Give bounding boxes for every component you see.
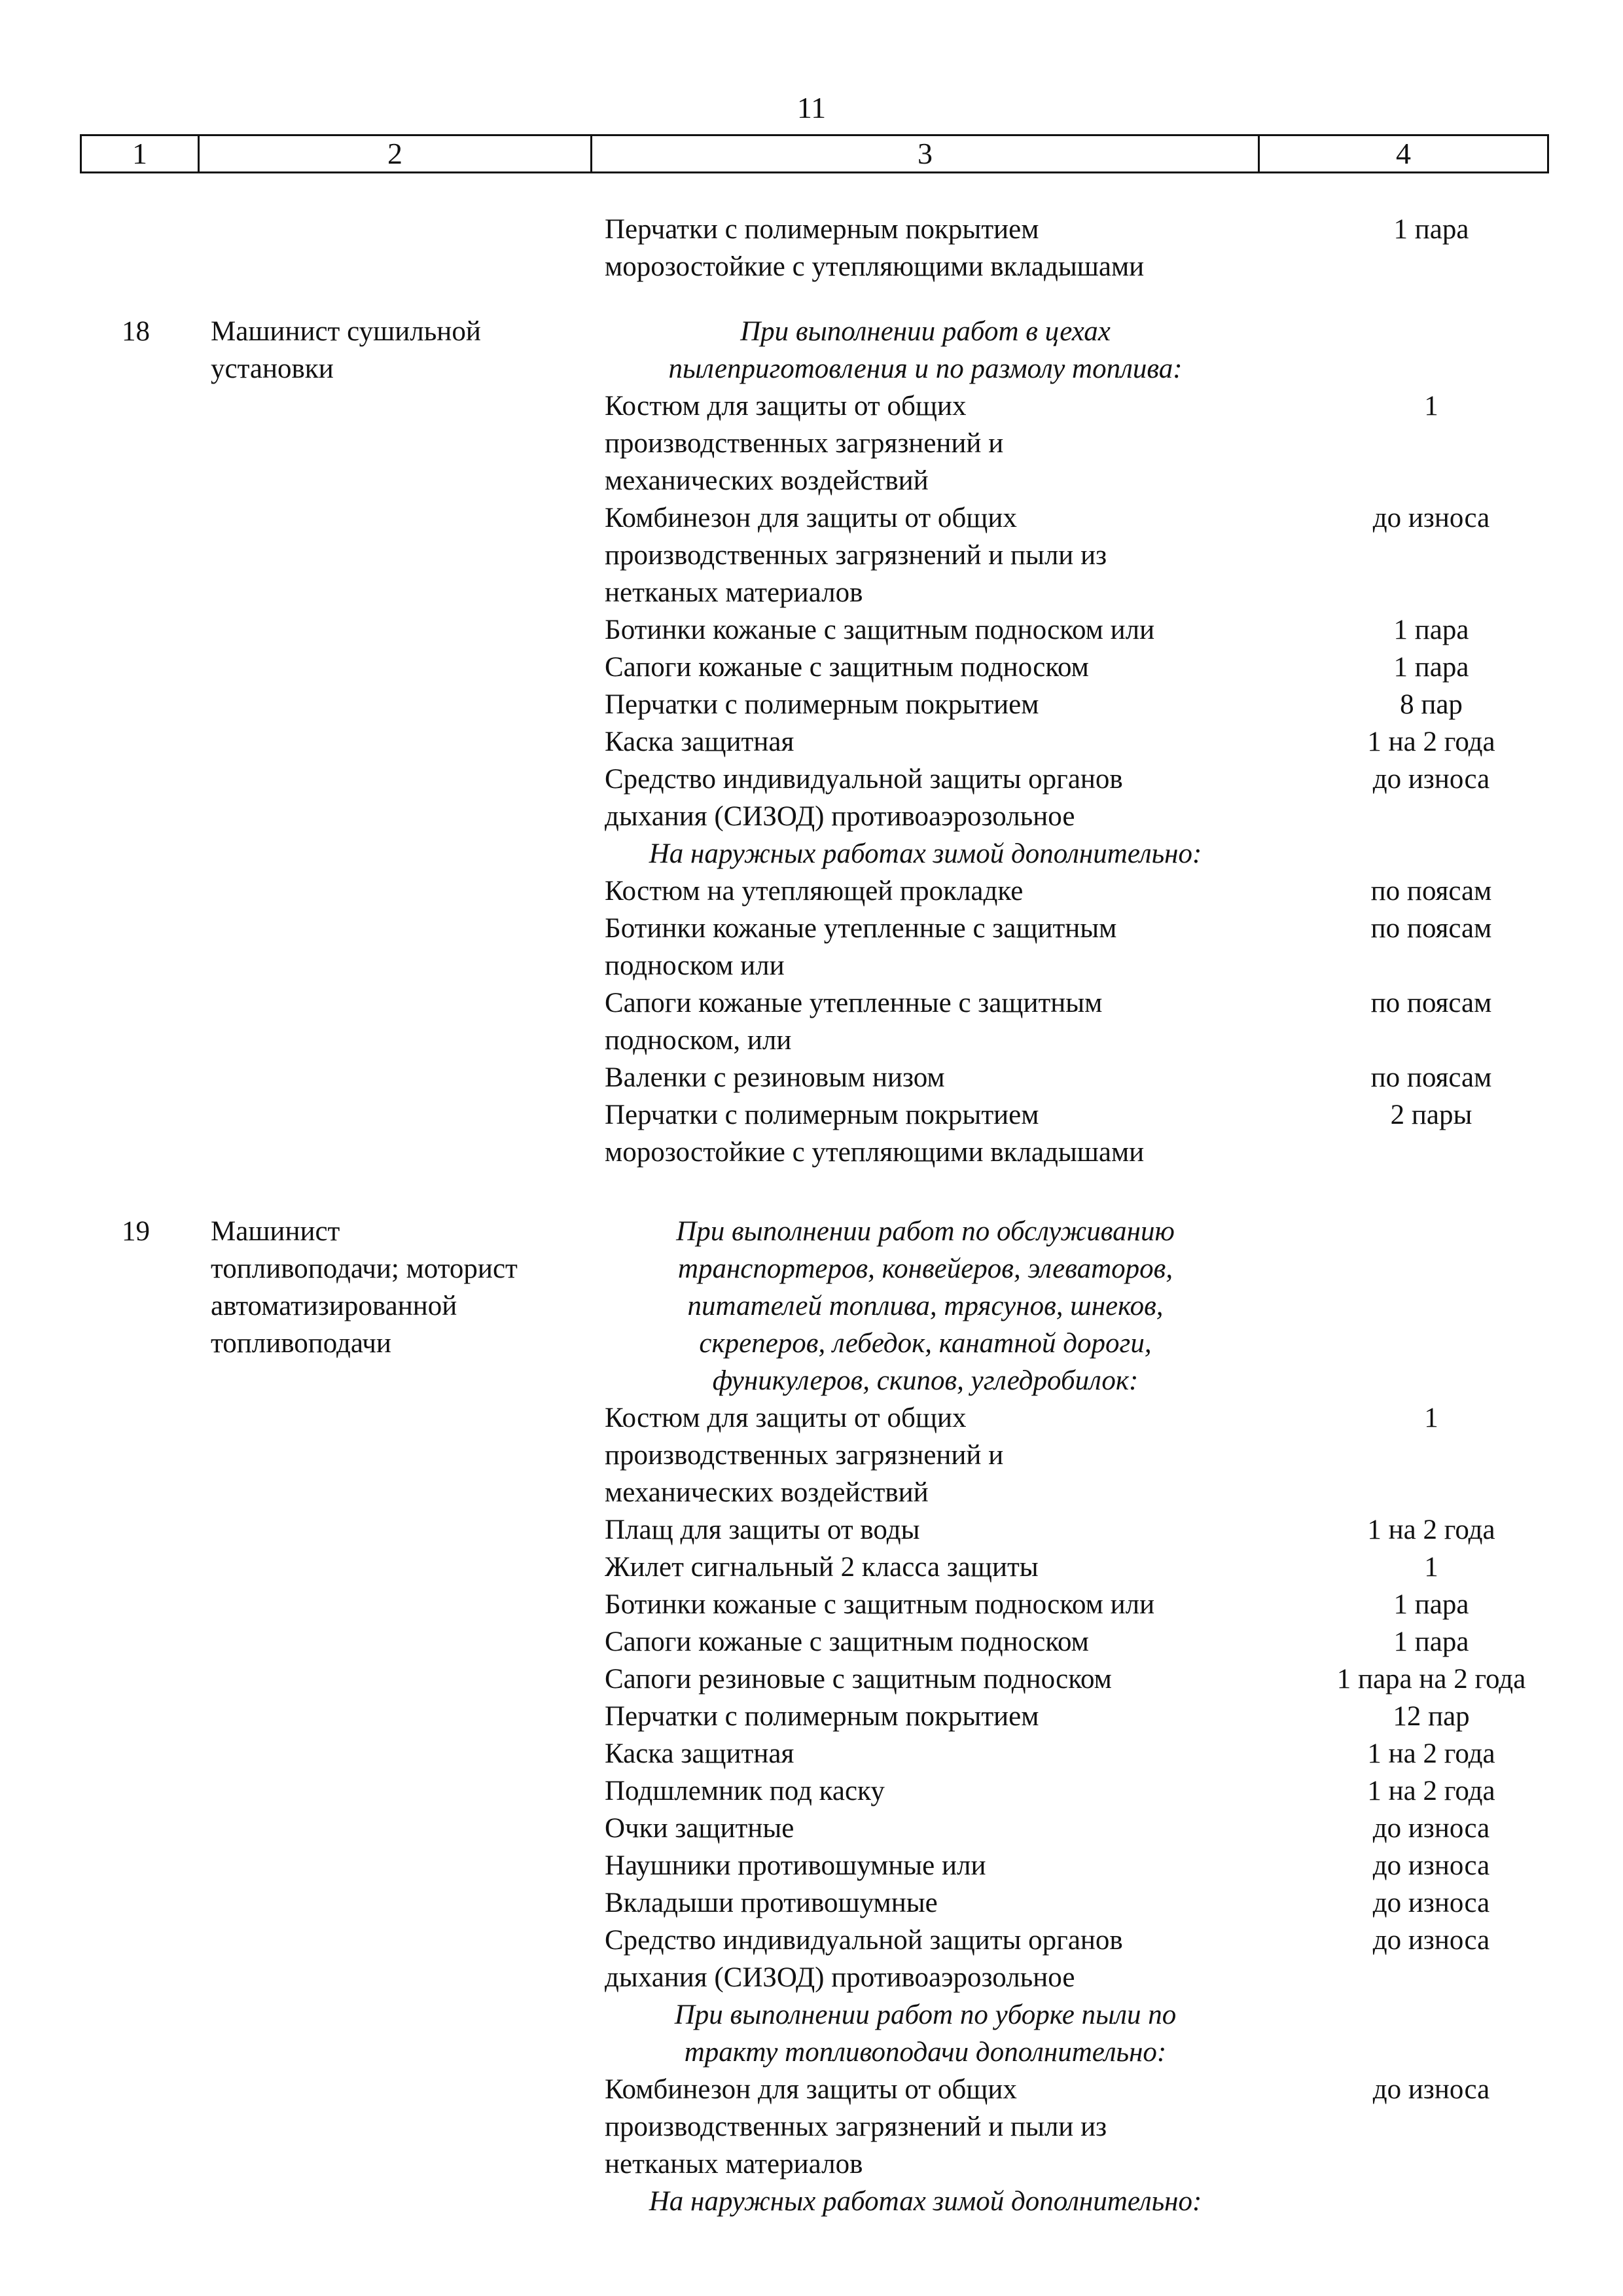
list-item (605, 1623, 1469, 1660)
row-number: 18 (122, 316, 150, 347)
list-item (605, 1772, 1495, 1810)
item-norm: до износа (1372, 1888, 1490, 1918)
item-norm: 1 на 2 года (1367, 726, 1495, 757)
list-item (605, 723, 1495, 761)
item-name: Средство индивидуальной защиты органов дыхания (СИЗОД) противоаэрозольное (605, 1925, 1123, 1993)
list-item (605, 211, 1469, 285)
continuation-items (605, 211, 1469, 285)
item-name: Каска защитная (605, 726, 794, 757)
table-header-row (80, 134, 1549, 173)
item-name: Каска защитная (605, 1738, 794, 1769)
item-name: Ботинки кожаные с защитным подноском или (605, 1589, 1155, 1620)
list-item (605, 1399, 1438, 1511)
list-item (605, 1549, 1438, 1586)
item-norm: 1 (1424, 1403, 1438, 1433)
list-item (605, 1698, 1470, 1735)
item-name: Перчатки с полимерным покрытием морозостойкие с утепляющими вкладышами (605, 1100, 1145, 1168)
list-item (605, 686, 1463, 723)
item-norm: 1 пара (1393, 1589, 1469, 1620)
item-norm: по поясам (1370, 988, 1492, 1018)
item-norm: 8 пар (1400, 689, 1463, 720)
list-item (605, 1511, 1495, 1549)
item-name: Вкладыши противошумные (605, 1888, 938, 1918)
item-name: Перчатки с полимерным покрытием (605, 1701, 1039, 1732)
list-item (605, 1922, 1490, 1996)
item-norm: до износа (1372, 503, 1490, 533)
list-item (605, 649, 1469, 686)
item-norm: до износа (1372, 1813, 1490, 1844)
item-name: Перчатки с полимерным покрытием морозостойкие с утепляющими вкладышами (605, 214, 1145, 282)
item-norm: по поясам (1370, 1062, 1492, 1093)
item-name: Сапоги резиновые с защитным подноском (605, 1664, 1112, 1695)
item-name: Комбинезон для защиты от общих производственных загрязнений и пыли из нетканых материалов (605, 2074, 1107, 2179)
profession-name: Машинист топливоподачи; моторист автоматизированной топливоподачи (211, 1216, 518, 1359)
column-header-3: 3 (592, 136, 1260, 171)
page-number: 11 (796, 91, 827, 124)
profession-name: Машинист сушильной установки (211, 316, 481, 384)
item-norm: по поясам (1370, 876, 1492, 906)
list-item (605, 1810, 1490, 1847)
item-norm: 1 пара (1393, 214, 1469, 245)
list-item (605, 872, 1492, 910)
column-header-2: 2 (200, 136, 592, 171)
item-norm: до износа (1372, 764, 1490, 795)
section-subtitle: При выполнении работ по уборке пыли по тракту топливоподачи дополнительно: (674, 2000, 1177, 2068)
item-name: Костюм для защиты от общих производственных загрязнений и механических воздействий (605, 391, 1004, 496)
item-name: Подшлемник под каску (605, 1776, 885, 1806)
ppe-list (605, 313, 1495, 1171)
item-name: Комбинезон для защиты от общих производственных загрязнений и пыли из нетканых материалов (605, 503, 1107, 608)
item-norm: до износа (1372, 1850, 1490, 1881)
item-name: Плащ для защиты от воды (605, 1515, 920, 1545)
list-item (605, 499, 1490, 611)
item-norm: 1 на 2 года (1367, 1738, 1495, 1769)
list-item (605, 2071, 1490, 2183)
ppe-list (605, 1213, 1526, 2220)
item-name: Средство индивидуальной защиты органов дыхания (СИЗОД) противоаэрозольное (605, 764, 1123, 832)
item-norm: до износа (1372, 2074, 1490, 2105)
column-header-1: 1 (82, 136, 200, 171)
section-subtitle: На наружных работах зимой дополнительно: (649, 2186, 1202, 2217)
item-name: Ботинки кожаные с защитным подноском или (605, 615, 1155, 645)
list-item (605, 1059, 1492, 1096)
item-norm: 1 пара (1393, 615, 1469, 645)
list-item (605, 387, 1438, 499)
list-item (605, 1735, 1495, 1772)
item-name: Костюм для защиты от общих производственных загрязнений и механических воздействий (605, 1403, 1004, 1508)
item-norm: 1 пара на 2 года (1336, 1664, 1526, 1695)
list-item (605, 1847, 1490, 1884)
section-subtitle: При выполнении работ по обслуживанию транспортеров, конвейеров, элеваторов, питателей топлива, трясунов, шнеков, скреперов, лебедок, канатной дороги, фуникулеров, скипов, угледробилок: (676, 1216, 1175, 1396)
item-norm: 1 пара (1393, 1626, 1469, 1657)
item-name: Сапоги кожаные утепленные с защитным подноском, или (605, 988, 1103, 1056)
item-name: Наушники противошумные или (605, 1850, 986, 1881)
list-item (605, 1884, 1490, 1922)
item-norm: 1 (1424, 391, 1438, 422)
item-norm: 1 на 2 года (1367, 1776, 1495, 1806)
item-norm: 12 пар (1393, 1701, 1470, 1732)
column-header-4: 4 (1396, 137, 1411, 170)
item-norm: 1 на 2 года (1367, 1515, 1495, 1545)
item-name: Жилет сигнальный 2 класса защиты (605, 1552, 1039, 1583)
item-norm: по поясам (1370, 913, 1492, 944)
list-item (605, 984, 1492, 1059)
item-name: Сапоги кожаные с защитным подноском (605, 652, 1089, 683)
item-name: Очки защитные (605, 1813, 794, 1844)
item-norm: 1 (1424, 1552, 1438, 1583)
list-item (605, 1660, 1526, 1698)
item-norm: 2 пары (1390, 1100, 1472, 1130)
item-name: Валенки с резиновым низом (605, 1062, 945, 1093)
item-norm: до износа (1372, 1925, 1490, 1956)
list-item (605, 1096, 1472, 1171)
list-item (605, 910, 1492, 984)
list-item (605, 761, 1490, 835)
list-item (605, 1586, 1469, 1623)
section-subtitle: На наружных работах зимой дополнительно: (649, 838, 1202, 869)
item-name: Костюм на утепляющей прокладке (605, 876, 1024, 906)
row-number: 19 (122, 1216, 150, 1247)
item-name: Перчатки с полимерным покрытием (605, 689, 1039, 720)
item-name: Ботинки кожаные утепленные с защитным подноском или (605, 913, 1117, 981)
section-subtitle: При выполнении работ в цехах пылеприготовления и по размолу топлива: (668, 316, 1183, 384)
item-norm: 1 пара (1393, 652, 1469, 683)
list-item (605, 611, 1469, 649)
item-name: Сапоги кожаные с защитным подноском (605, 1626, 1089, 1657)
